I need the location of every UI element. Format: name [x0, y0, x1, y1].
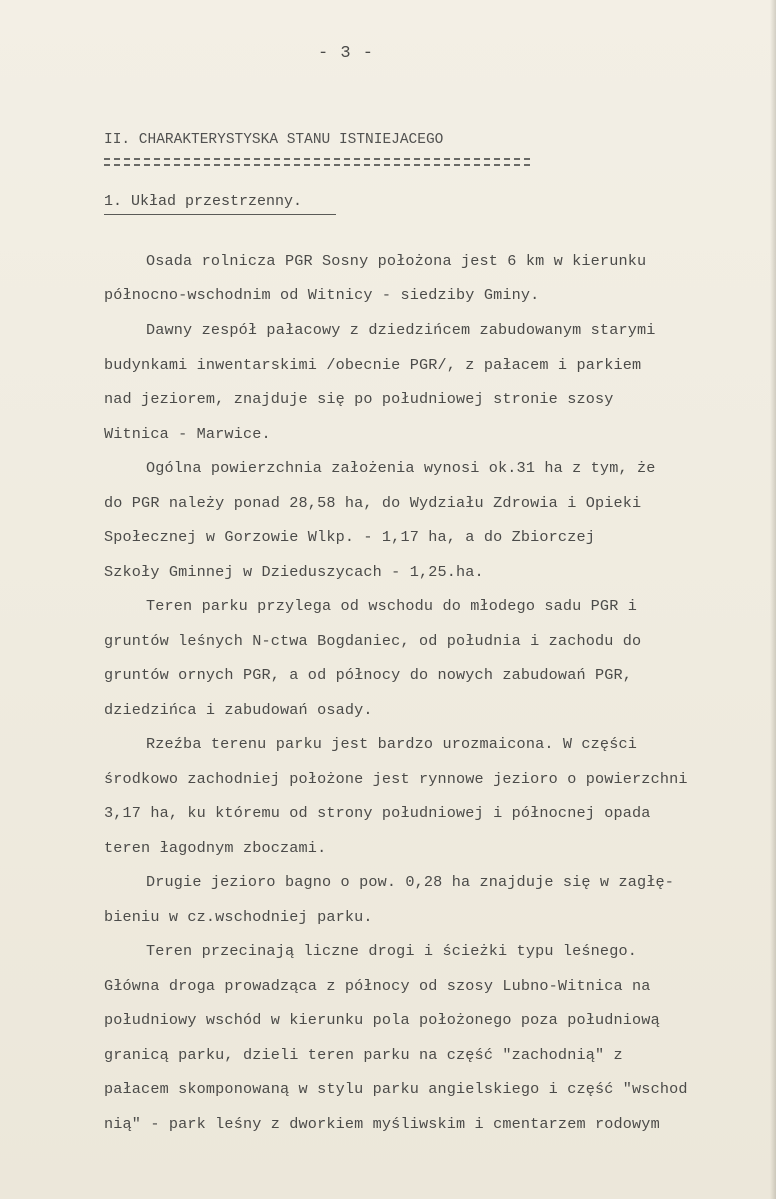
- text-line: Osada rolnicza PGR Sosny położona jest 6 km w kierunku: [146, 252, 647, 270]
- text-line: gruntów leśnych N-ctwa Bogdaniec, od południa i zachodu do: [104, 632, 642, 650]
- text-line: Główna droga prowadząca z północy od szosy Lubno-Witnica na: [104, 977, 651, 995]
- text-line: środkowo zachodniej położone jest rynnowe jezioro o powierzchni: [104, 770, 688, 788]
- section-heading-double-rule: [104, 158, 530, 160]
- section-heading: II. CHARAKTERYSTYSKA STANU ISTNIEJACEGO: [104, 132, 444, 148]
- page-edge-shadow: [770, 0, 776, 1199]
- text-line: teren łagodnym zboczami.: [104, 839, 327, 857]
- text-line: Witnica - Marwice.: [104, 425, 271, 443]
- text-line: Dawny zespół pałacowy z dziedzińcem zabudowanym starymi: [146, 321, 656, 339]
- text-line: Szkoły Gminnej w Dzieduszycach - 1,25.ha.: [104, 563, 484, 581]
- text-line: Teren parku przylega od wschodu do młodego sadu PGR i: [146, 597, 637, 615]
- text-line: północno-wschodnim od Witnicy - siedziby Gminy.: [104, 286, 540, 304]
- text-line: do PGR należy ponad 28,58 ha, do Wydziału Zdrowia i Opieki: [104, 494, 642, 512]
- text-line: 3,17 ha, ku któremu od strony południowej i północnej opada: [104, 804, 651, 822]
- text-line: Ogólna powierzchnia założenia wynosi ok.31 ha z tym, że: [146, 459, 656, 477]
- text-line: Teren przecinają liczne drogi i ścieżki typu leśnego.: [146, 942, 637, 960]
- text-line: granicą parku, dzieli teren parku na część "zachodnią" z: [104, 1046, 623, 1064]
- subheading-underline: [104, 214, 336, 215]
- text-line: nią" - park leśny z dworkiem myśliwskim i cmentarzem rodowym: [104, 1115, 660, 1133]
- section-heading-double-rule-lower: [104, 164, 530, 166]
- text-line: Społecznej w Gorzowie Wlkp. - 1,17 ha, a do Zbiorczej: [104, 528, 595, 546]
- text-line: Rzeźba terenu parku jest bardzo urozmaicona. W części: [146, 735, 637, 753]
- text-line: południowy wschód w kierunku pola położonego poza południową: [104, 1011, 660, 1029]
- text-line: dziedzińca i zabudowań osady.: [104, 701, 373, 719]
- text-line: bieniu w cz.wschodniej parku.: [104, 908, 373, 926]
- text-line: budynkami inwentarskimi /obecnie PGR/, z pałacem i parkiem: [104, 356, 642, 374]
- subheading: 1. Układ przestrzenny.: [104, 193, 303, 210]
- text-line: Drugie jezioro bagno o pow. 0,28 ha znajduje się w zagłę-: [146, 873, 675, 891]
- page-number: - 3 -: [318, 44, 375, 63]
- text-line: nad jeziorem, znajduje się po południowej stronie szosy: [104, 390, 614, 408]
- text-line: gruntów ornych PGR, a od północy do nowych zabudowań PGR,: [104, 666, 633, 684]
- text-line: pałacem skomponowaną w stylu parku angielskiego i część "wschod: [104, 1080, 688, 1098]
